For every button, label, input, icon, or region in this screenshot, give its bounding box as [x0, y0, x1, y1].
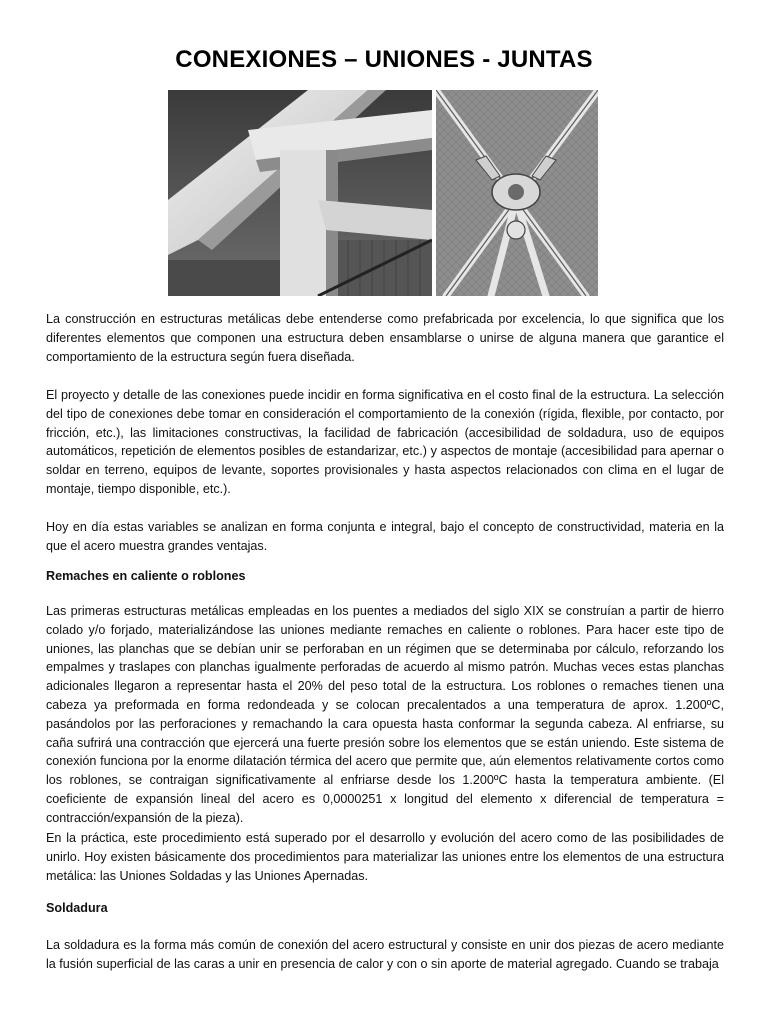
section-heading-soldadura: Soldadura	[46, 901, 108, 915]
remaches-paragraph-1	[46, 602, 724, 828]
paragraph-text: El proyecto y detalle de las conexiones puede incidir en forma significativa en el costo final de la estructura. La selección del tipo de conexiones debe tomar en consideración el comportamiento de la conexión (rígida, flexible, por contacto, por fricción, etc.), las limitaciones constructivas, la facilidad de fabricación (accesibilidad de soldadura, uso de equipos automáticos, repetición de elementos posibles de estandarizar, etc.) y aspectos de montaje (accesibilidad para apernar o soldar en terreno, equipos de levante, soportes provisionales y hasta aspectos relacionados con clima en el lugar de montaje, tiempo disponible, etc.).	[46, 388, 724, 496]
intro-paragraph-1	[46, 310, 724, 366]
paragraph-text: Las primeras estructuras metálicas empleadas en los puentes a mediados del siglo XIX se construían a partir de hierro colado y/o forjado, materializándose las uniones mediante remaches en caliente o roblones. Para hacer este tipo de uniones, las planchas que se debían unir se perforaban en un régimen que se determinaba por cálculo, reforzando los empalmes y traslapes con planchas igualmente perforadas de acuerdo al mismo patrón. Muchas veces estas planchas adicionales llegaron a representar hasta el 20% del peso total de la estructura. Los roblones o remaches tienen una cabeza ya preformada en forma redondeada y se colocan precalentados a una temperatura de aprox. 1.200ºC, pasándolos por las perforaciones y remachando la cara opuesta hasta conformar la segunda cabeza. Al enfriarse, su caña sufrirá una contracción que ejercerá una fuerte presión sobre los elementos que se están uniendo. Este sistema de conexión funciona por la enorme dilatación térmica del acero que permite que, aún elementos relativamente cortos como los roblones, se contraigan significativamente al enfriarse desde los 1.200ºC hasta la temperatura ambiente. (El coeficiente de expansión lineal del acero es 0,0000251 x longitud del elemento x diferencial de temperatura = contracción/expansión de la pieza).	[46, 604, 724, 825]
photo-strip	[168, 90, 598, 296]
paragraph-text: Hoy en día estas variables se analizan en forma conjunta e integral, bajo el concepto de constructividad, materia en la que el acero muestra grandes ventajas.	[46, 520, 724, 553]
paragraph-text: La soldadura es la forma más común de conexión del acero estructural y consiste en unir dos piezas de acero mediante la fusión superficial de las caras a unir en presencia de calor y con o sin aporte de material agregado. Cuando se trabaja	[46, 938, 724, 971]
remaches-paragraph-2	[46, 829, 724, 885]
steel-beam-connection-photo	[168, 90, 432, 296]
intro-paragraph-3	[46, 518, 724, 556]
section-heading-remaches: Remaches en caliente o roblones	[46, 569, 246, 583]
document-title: CONEXIONES – UNIONES - JUNTAS	[175, 46, 593, 73]
intro-paragraph-2	[46, 386, 724, 499]
cable-node-connection-photo	[436, 90, 598, 296]
paragraph-text: La construcción en estructuras metálicas debe entenderse como prefabricada por excelencia, lo que significa que los diferentes elementos que componen una estructura deben ensamblarse o unirse de alguna manera que garantice el comportamiento de la estructura según fuera diseñada.	[46, 312, 724, 364]
soldadura-paragraph-1	[46, 936, 724, 974]
paragraph-text: En la práctica, este procedimiento está superado por el desarrollo y evolución del acero como de las posibilidades de unirlo. Hoy existen básicamente dos procedimientos para materializar las uniones entre los elementos de una estructura metálica: las Uniones Soldadas y las Uniones Apernadas.	[46, 831, 724, 883]
